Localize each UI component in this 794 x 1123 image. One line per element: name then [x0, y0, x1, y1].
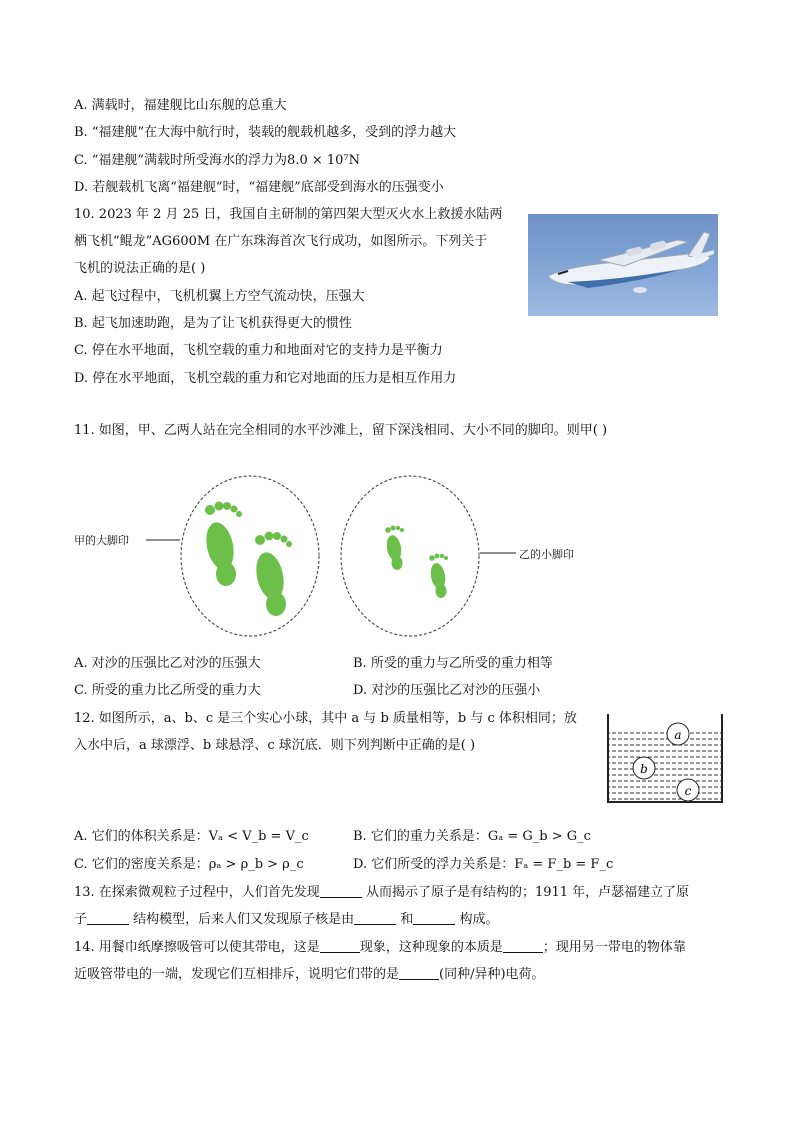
q12-option-d-formula: Fₐ = F_b = F_c — [514, 857, 614, 872]
q14-text-5: (同种/异种)电荷。 — [439, 967, 545, 982]
q10-option-d: D. 停在水平地面，飞机空载的重力和它对地面的压力是相互作用力 — [74, 371, 457, 386]
q12-option-b-text: B. 它们的重力关系是： — [353, 829, 488, 844]
q9-option-a: A. 满载时，福建舰比山东舰的总重大 — [74, 98, 287, 113]
left-dashed-circle — [181, 476, 319, 636]
water-tank-figure — [606, 712, 724, 804]
q13-text-4: 结构模型，后来人们又发现原子核是由 — [133, 912, 355, 927]
q10-option-c: C. 停在水平地面，飞机空载的重力和地面对它的支持力是平衡力 — [74, 343, 443, 358]
q11-option-a: A. 对沙的压强比乙对沙的压强大 — [74, 656, 261, 671]
q10-option-a: A. 起飞过程中，飞机机翼上方空气流动快，压强大 — [74, 289, 365, 304]
q9-option-c-formula: 8.0 × 10⁷N — [287, 153, 361, 168]
q13-blank-4[interactable] — [413, 911, 455, 925]
ball-a-label: a — [674, 728, 682, 742]
q12-stem-line2: 入水中后，a 球漂浮、b 球悬浮、c 球沉底．则下列判断中正确的是( ) — [74, 738, 476, 753]
seaplane-illustration — [528, 214, 718, 316]
q14-text-3: ；现用另一带电的物体靠 — [542, 940, 686, 955]
q12-option-b-formula: Gₐ = G_b > G_c — [487, 829, 591, 844]
q9-option-c-text: C. “福建舰”满载时所受海水的浮力为 — [74, 153, 288, 168]
q10-stem-line1: 10. 2023 年 2 月 25 日，我国自主研制的第四架大型灭火水上救援水陆两 — [74, 207, 503, 222]
q12-option-d-text: D. 它们所受的浮力关系是： — [353, 857, 515, 872]
q9-option-b: B. “福建舰”在大海中航行时，装载的舰载机越多，受到的浮力越大 — [74, 125, 457, 140]
q11-option-b: B. 所受的重力与乙所受的重力相等 — [353, 656, 553, 671]
q13-text-2: 从而揭示了原子是有结构的；1911 年，卢瑟福建立了原 — [365, 885, 690, 900]
ball-c-label: c — [684, 784, 692, 798]
q12-option-b — [353, 828, 591, 846]
q12-option-d — [353, 856, 613, 874]
q13-text-3: 子 — [74, 912, 88, 927]
q12-option-a-text: A. 它们的体积关系是： — [74, 829, 209, 844]
q9-option-c — [74, 152, 360, 170]
q12-option-c-formula: ρₐ > ρ_b > ρ_c — [208, 857, 304, 872]
q9-option-d: D. 若舰载机飞离“福建舰”时，“福建舰”底部受到海水的压强变小 — [74, 180, 444, 195]
big-footprints-icon — [202, 502, 292, 617]
small-footprints-icon — [385, 526, 448, 599]
q14-text-2: 现象，这种现象的本质是 — [359, 940, 503, 955]
seaplane-photo — [528, 214, 718, 316]
q11-stem: 11. 如图，甲、乙两人站在完全相同的水平沙滩上，留下深浅相同、大小不同的脚印。则甲( ) — [74, 423, 608, 438]
q13-line2 — [74, 911, 498, 929]
q12-option-a-formula: Vₐ < V_b = V_c — [208, 829, 309, 844]
label-small-footprint: 乙的小脚印 — [519, 548, 574, 561]
q10-stem-line3: 飞机的说法正确的是( ) — [74, 261, 206, 276]
q13-text-1: 13. 在探索微观粒子过程中，人们首先发现 — [74, 885, 320, 900]
ball-b-label: b — [640, 762, 648, 776]
q11-option-c: C. 所受的重力比乙所受的重力大 — [74, 683, 261, 698]
q14-blank-3[interactable] — [399, 966, 439, 980]
q13-line1 — [74, 884, 689, 902]
q14-text-4: 近吸管带电的一端，发现它们互相排斥，说明它们带的是 — [74, 967, 400, 982]
q14-line1 — [74, 939, 686, 957]
q14-blank-2[interactable] — [503, 939, 543, 953]
q13-blank-1[interactable] — [320, 884, 362, 898]
q12-stem-line1: 12. 如图所示，a、b、c 是三个实心小球，其中 a 与 b 质量相等，b 与 c 体积相同；放 — [74, 711, 577, 726]
q14-text-1: 14. 用餐巾纸摩擦吸管可以使其带电，这是 — [74, 940, 320, 955]
q13-blank-3[interactable] — [354, 911, 396, 925]
q10-option-b: B. 起飞加速助跑，是为了让飞机获得更大的惯性 — [74, 316, 352, 331]
q10-stem-line2: 栖飞机“鲲龙”AG600M 在广东珠海首次飞行成功，如图所示。下列关于 — [74, 234, 488, 249]
q14-blank-1[interactable] — [320, 939, 360, 953]
q12-option-c — [74, 856, 304, 874]
footprints-figure — [60, 468, 700, 648]
q13-blank-2[interactable] — [87, 911, 129, 925]
label-big-footprint: 甲的大脚印 — [74, 534, 129, 547]
q12-option-c-text: C. 它们的密度关系是： — [74, 857, 209, 872]
q13-text-5: 和 — [400, 912, 414, 927]
q14-line2 — [74, 966, 545, 984]
q13-text-6: 构成。 — [459, 912, 499, 927]
q11-option-d: D. 对沙的压强比乙对沙的压强小 — [353, 683, 541, 698]
right-dashed-circle — [341, 476, 479, 636]
water-region — [608, 732, 722, 802]
q12-option-a — [74, 828, 309, 846]
